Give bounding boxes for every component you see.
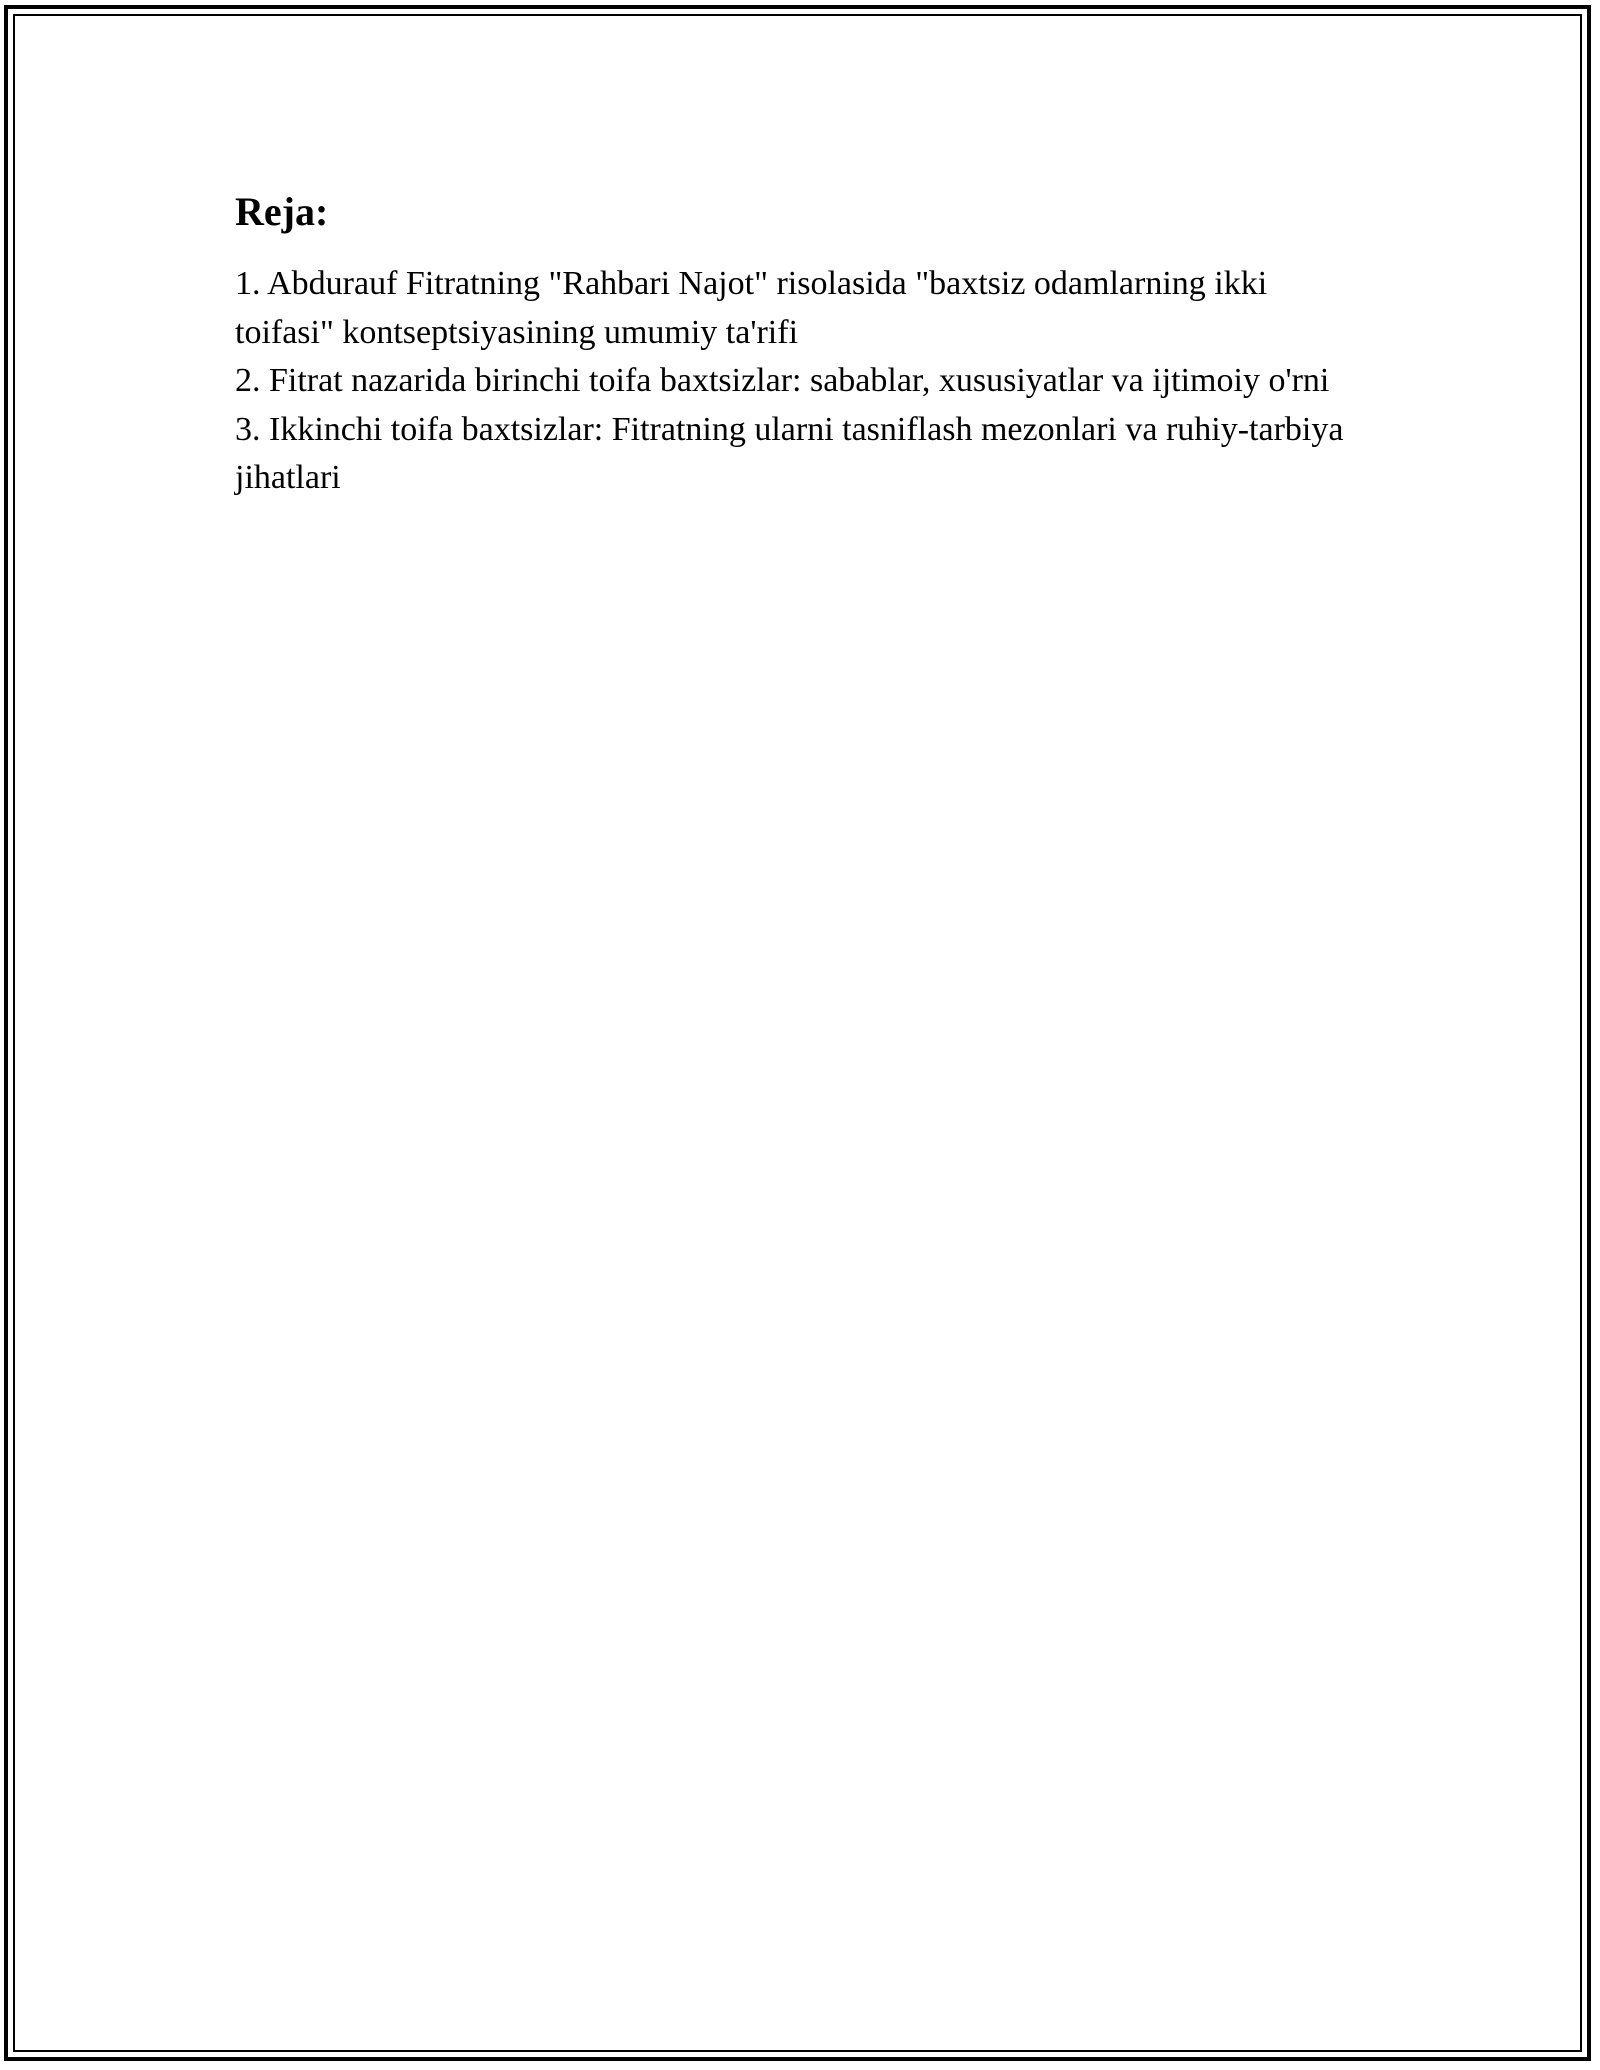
plan-item: 3. Ikkinchi toifa baxtsizlar: Fitratning ularni tasniflash mezonlari va ruhiy-tarbiya jihatlari: [235, 410, 1344, 496]
plan-list: [235, 260, 1365, 503]
document-body: [235, 186, 1365, 503]
plan-heading: Reja:: [235, 189, 329, 234]
plan-item: 2. Fitrat nazarida birinchi toifa baxtsizlar: sabablar, xususiyatlar va ijtimoiy o'rni: [235, 362, 1330, 399]
plan-item: 1. Abdurauf Fitratning "Rahbari Najot" risolasida "baxtsiz odamlarning ikki toifasi" kontseptsiyasining umumiy ta'rifi: [235, 265, 1268, 351]
